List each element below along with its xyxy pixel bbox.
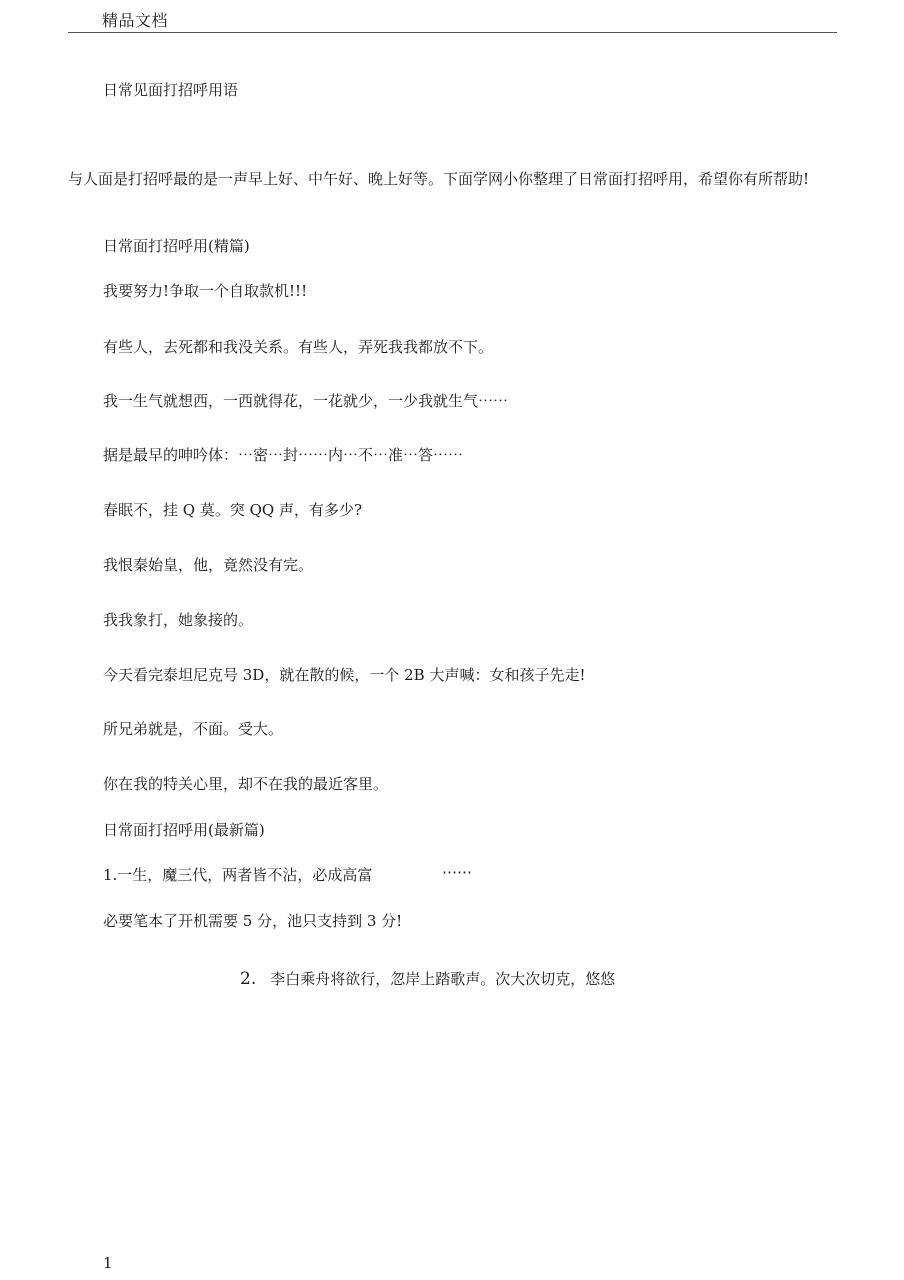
section1-item-3: 我一生气就想西，一西就得花，一花就少，一少我就生气⋯⋯ (103, 392, 509, 410)
section2-item-2: 必要笔本了开机需要 5 分，池只支持到 3 分! (103, 912, 403, 930)
numbered-item-2 (240, 969, 615, 989)
section1-item-2: 有些人，去死都和我没关系。有些人，弄死我我都放不下。 (103, 338, 494, 356)
section1-item-1: 我要努力!争取一个自取款机!!! (103, 282, 308, 300)
section1-item-6: 我恨秦始皇，他，竟然没有完。 (103, 556, 314, 574)
intro-paragraph: 与人面是打招呼最的是一声早上好、中午好、晚上好等。下面学网小你整理了日常面打招呼用，希望你有所帮助! (68, 170, 810, 188)
section1-item-5: 春眠不，挂 Q 莫。突 QQ 声，有多少? (103, 501, 363, 519)
page-header (68, 10, 837, 33)
header-label: 精品文档 (102, 11, 169, 30)
numbered-item-number: 2. (240, 969, 257, 989)
section2-item-1-ellipsis: ⋯⋯ (442, 863, 472, 881)
section1-item-9: 所兄弟就是，不面。受大。 (103, 720, 284, 738)
document-title: 日常见面打招呼用语 (103, 81, 239, 99)
section1-item-4: 据是最早的呻吟体：⋯密⋯封⋯⋯内⋯不⋯准⋯答⋯⋯ (103, 446, 464, 464)
section2-item-1: 1.一生，魔三代，两者皆不沾，必成高富 (103, 866, 373, 884)
section1-item-8: 今天看完泰坦尼克号 3D，就在散的候，一个 2B 大声喊：女和孩子先走! (103, 666, 586, 684)
section-heading-1: 日常面打招呼用(精篇) (103, 237, 250, 255)
numbered-item-text: 李白乘舟将欲行，忽岸上踏歌声。次大次切克，悠悠 (270, 970, 616, 988)
section1-item-10: 你在我的特关心里，却不在我的最近客里。 (103, 775, 389, 793)
section-heading-2: 日常面打招呼用(最新篇) (103, 821, 265, 839)
section1-item-7: 我我象打，她象接的。 (103, 611, 254, 629)
page-number: 1 (103, 1254, 113, 1272)
